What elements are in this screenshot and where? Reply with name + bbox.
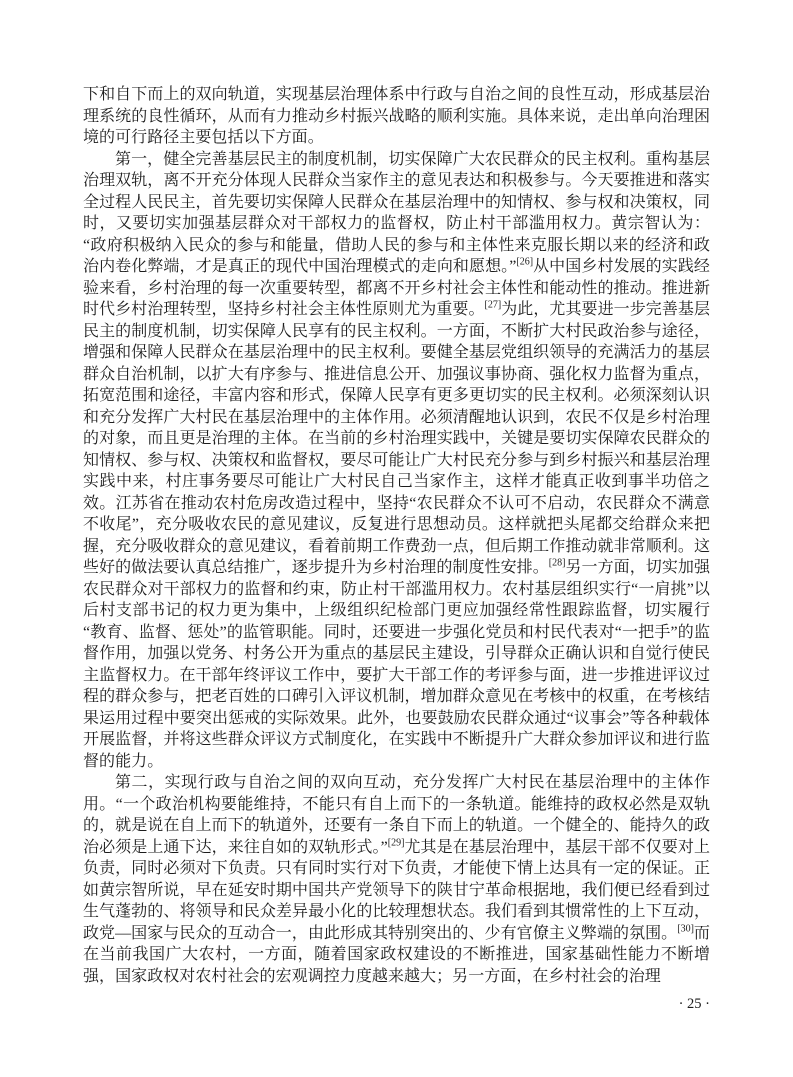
text-block	[83, 84, 710, 987]
footnote-ref: [29]	[387, 837, 405, 849]
footnote-ref: [30]	[677, 923, 694, 935]
footnote-ref: [26]	[516, 256, 534, 268]
paragraph: 下和自下而上的双向轨道，实现基层治理体系中行政与自治之间的良性互动，形成基层治理系统的良性循环，从而有力推动乡村振兴战略的顺利实施。具体来说，走出单向治理困境的可行路径主要包括以下方面。	[83, 86, 710, 146]
paragraph: 第一，健全完善基层民主的制度机制，切实保障广大农民群众的民主权利。重构基层治理双轨，离不开充分体现人民群众当家作主的意见表达和积极参与。今天要推进和落实全过程人民民主，首先要切实保障人民群众在基层治理中的知情权、参与权和决策权，同时，又要切实加强基层群众对干部权力的监督权，防止村干部滥用权力。黄宗智认为：“政府积极纳入民众的参与和能量，借助人民的参与和主体性来克服长期以来的经济和政治内卷化弊端，才是真正的现代中国治理模式的走向和愿想。”[26]从中国乡村发展的实践经验来看，乡村治理的每一次重要转型，都离不开乡村社会主体性和能动性的推动。推进新时代乡村治理转型，坚持乡村社会主体性原则尤为重要。[27]为此，尤其要进一步完善基层民主的制度机制，切实保障人民享有的民主权利。一方面，不断扩大村民政治参与途径，增强和保障人民群众在基层治理中的民主权利。要健全基层党组织领导的充满活力的基层群众自治机制，以扩大有序参与、推进信息公开、加强议事协商、强化权力监督为重点，拓宽范围和途径，丰富内容和形式，保障人民享有更多更切实的民主权利。必须深刻认识和充分发挥广大村民在基层治理中的主体作用。必须清醒地认识到，农民不仅是乡村治理的对象，而且更是治理的主体。在当前的乡村治理实践中，关键是要切实保障农民群众的知情权、参与权、决策权和监督权，要尽可能让广大村民充分参与到乡村振兴和基层治理实践中来，村庄事务要尽可能让广大村民自己当家作主，这样才能真正收到事半功倍之效。江苏省在推动农村危房改造过程中，坚持“农民群众不认可不启动，农民群众不满意不收尾”，充分吸收农民的意见建议，反复进行思想动员。这样就把头尾都交给群众来把握，充分吸收群众的意见建议，看着前期工作费劲一点，但后期工作推动就非常顺利。这些好的做法要认真总结推广，逐步提升为乡村治理的制度性安排。[28]另一方面，切实加强农民群众对干部权力的监督和约束，防止村干部滥用权力。农村基层组织实行“一肩挑”以后村支部书记的权力更为集中，上级组织纪检部门更应加强经常性跟踪监督，切实履行“教育、监督、惩处”的监管职能。同时，还要进一步强化党员和村民代表对“一把手”的监督作用，加强以党务、村务公开为重点的基层民主建设，引导群众正确认识和自觉行使民主监督权力。在干部年终评议工作中，要扩大干部工作的考评参与面，进一步推进评议过程的群众参与，把老百姓的口碑引入评议机制，增加群众意见在考核中的权重，在考核结果运用过程中要突出惩戒的实际效果。此外，也要鼓励农民群众通过“议事会”等各种载体开展监督，并将这些群众评议方式制度化，在实践中不断提升广大群众参加评议和进行监督的能力。	[83, 150, 711, 770]
footnote-ref: [28]	[548, 557, 566, 569]
paragraph: 第二，实现行政与自治之间的双向互动，充分发挥广大村民在基层治理中的主体作用。“一个政治机构要能维持，不能只有自上而下的一条轨道。能维持的政权必然是双轨的，就是说在自上而下的轨道外，还要有一条自下而上的轨道。一个健全的、能持久的政治必须是上通下达，来往自如的双轨形式。”[29]尤其是在基层治理中，基层干部不仅要对上负责，同时必须对下负责。只有同时实行对下负责，才能使下情上达具有一定的保证。正如黄宗智所说，早在延安时期中国共产党领导下的陕甘宁革命根据地，我们便已经看到过生气蓬勃的、将领导和民众差异最小化的比较理想状态。我们看到其惯常性的上下互动，政党—国家与民众的互动合一，由此形成其特别突出的、少有官僚主义弊端的氛围。[30]而在当前我国广大农村，一方面，随着国家政权建设的不断推进，国家基础性能力不断增强，国家政权对农村社会的宏观调控力度越来越大；另一方面，在乡村社会的治理	[83, 774, 711, 985]
footnote-ref: [27]	[484, 299, 502, 311]
page-number: · 25 ·	[678, 996, 710, 1012]
